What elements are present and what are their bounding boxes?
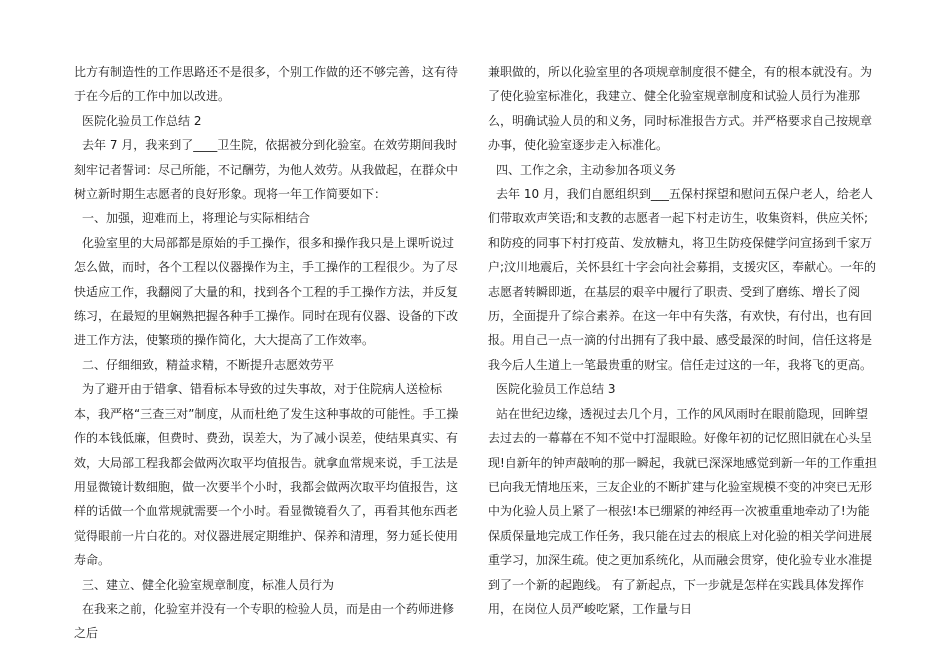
- left-column: [74, 60, 464, 646]
- paragraph: 去年 10 月，我们自愿组织到___五保村探望和慰问五保户老人，给老人们带取欢声笑语;和支教的志愿者一起下村走访生，收集资料，供应关怀;和防疫的同事下村打疫苗、发放糖丸，将卫生防疫保健学问宣扬到千家万户;汶川地震后，关怀县红十字会向社会募捐，支援灾区，奉献心。一年的志愿者转瞬即逝，在基层的艰辛中履行了职责、受到了磨练、增长了阅历，全面提升了综合素养。在这一年中有失落，有欢快，有付出，也有回报。用自己一点一滴的付出拥有了我中最、感受最深的时间，信任这将是我今后人生道上一笔最贵重的财宝。信任走过这的一年，我将飞的更高。: [488, 187, 877, 372]
- section-title: 医院化验员工作总结 2: [82, 113, 202, 128]
- paragraph: 在我来之前，化验室并没有一个专职的检验人员，而是由一个药师进修之后: [74, 601, 455, 641]
- paragraph: 站在世纪边缘，透视过去几个月，工作的风风雨时在眼前隐现，回眸望去过去的一幕幕在不知不觉中打湿眼睑。好像年初的记忆照旧就在心头呈现!自新年的钟声敲响的那一瞬起，我就已深深地感觉到新一年的工作重担已向我无情地压来，三友企业的不断扩建与化验室规模不变的冲突已无形中为化验人员上紧了一根弦!本已绷紧的神经再一次被重重地牵动了!为能保质保量地完成工作任务，我只能在过去的根底上对化验的相关学问进展重学习，加深生疏。使之更加系统化，从而融会贯穿，使化验专业水准提到了一个新的起跑线。 有了新起点，下一步就是怎样在实践具体发挥作用，在岗位人员严峻吃紧，工作量与日: [488, 406, 877, 616]
- section-heading: 一、加强，迎难而上，将理论与实际相结合: [82, 211, 311, 226]
- section-title: 医院化验员工作总结 3: [496, 382, 616, 397]
- paragraph: 兼职做的，所以化验室里的各项规章制度很不健全，有的根本就没有。为了使化验室标准化，我建立、健全化验室规章制度和试验人员行为准那么，明确试验人员的和义务，同时标准报告方式。并严格要求自己按规章办事，使化验室逐步走入标准化。: [488, 65, 873, 153]
- paragraph: 为了避开由于错拿、错看标本导致的过失事故，对于住院病人送检标本，我严格“三查三对”制度，从而杜绝了发生这种事故的可能性。手工操作的本钱低廉，但费时、费劲，误差大，为了减小误差，使结果真实、有效，大局部工程我都会做两次取平均值报告。就拿血常规来说，手工法是用显微镜计数细胞，做一次要半个小时，我都会做两次取平均值报告，这样的话做一个血常规就需要一个小时。看显微镜看久了，再看其他东西老觉得眼前一片白花的。对仪器进展定期维护、保养和清理，努力延长使用寿命。: [74, 382, 459, 568]
- right-column: [488, 60, 878, 621]
- section-heading: 二、仔细细致，精益求精，不断提升志愿效劳平: [82, 357, 335, 372]
- section-heading: 三、建立、健全化验室规章制度，标准人员行为: [82, 577, 335, 592]
- paragraph: 比方有制造性的工作思路还不是很多，个别工作做的还不够完善，这有待于在今后的工作中加以改进。: [74, 65, 459, 104]
- section-heading: 四、工作之余，主动参加各项义务: [496, 162, 677, 177]
- paragraph: 化验室里的大局部都是原始的手工操作，很多和操作我只是上课听说过怎么做，而时，各个工程以仪器操作为主，手工操作的工程很少。为了尽快适应工作，我翻阅了大量的和，找到各个工程的手工操作方法，并反复练习，在最短的里娴熟把握各种手工操作。同时在现有仪器、设备的下改进工作方法，使繁琐的操作简化，大大提高了工作效率。: [74, 235, 459, 348]
- paragraph: 去年 7 月，我来到了____卫生院，依据被分到化验室。在效劳期间我时刻牢记者誓词：尽己所能，不记酬劳，为他人效劳。从我做起，在群众中树立新时期生志愿者的良好形象。现将一年工作简要如下：: [74, 138, 459, 202]
